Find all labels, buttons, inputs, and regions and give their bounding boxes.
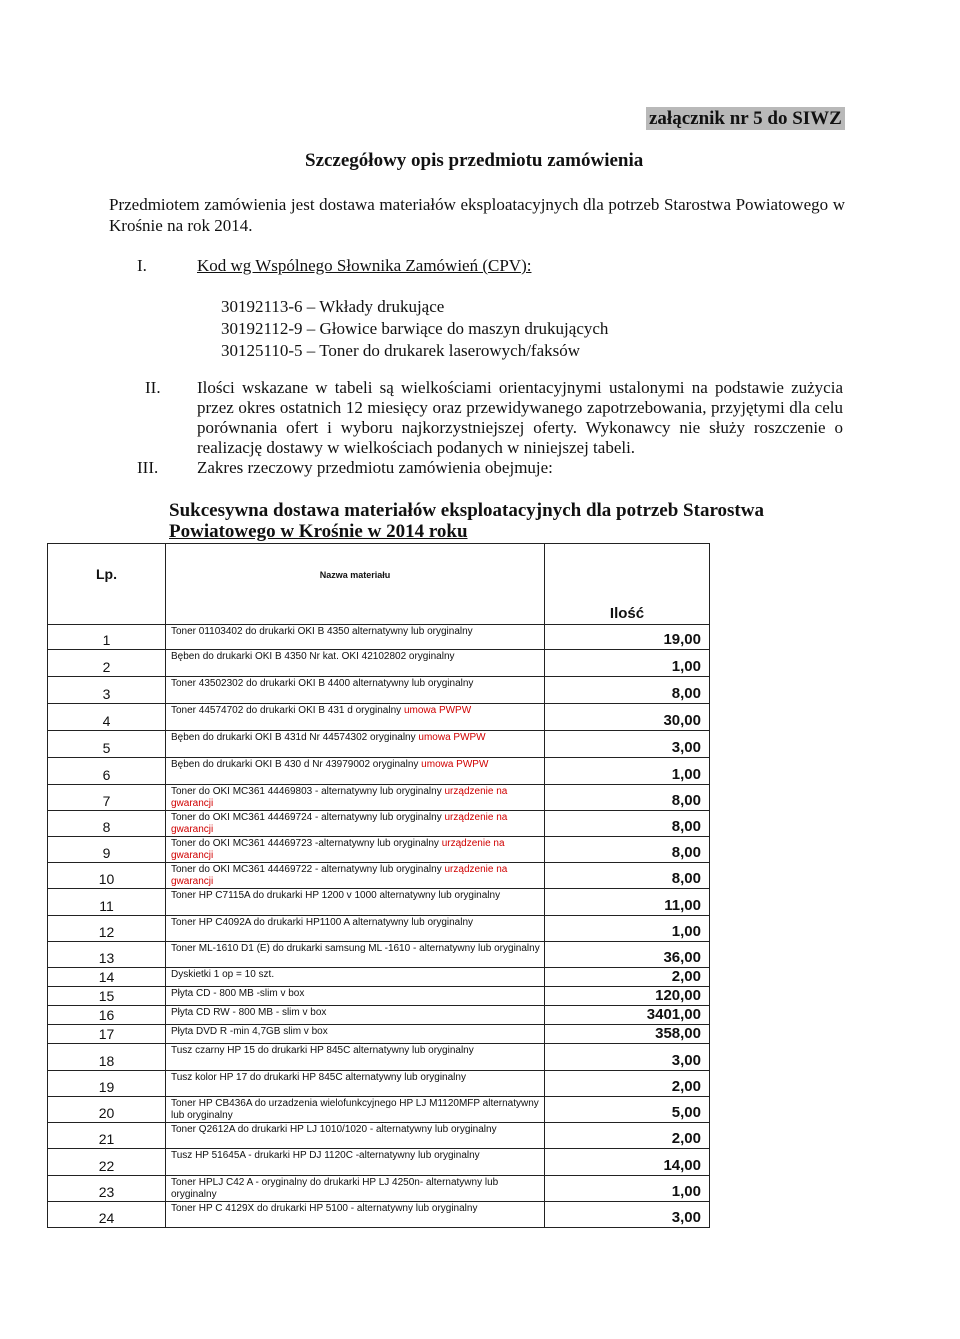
table-row <box>48 731 710 758</box>
row-lp: 5 <box>48 731 166 758</box>
row-name <box>166 1202 545 1228</box>
annex-label: załącznik nr 5 do SIWZ <box>646 107 845 130</box>
row-lp: 2 <box>48 650 166 677</box>
row-qty: 3,00 <box>545 1044 710 1071</box>
section-2-text: Ilości wskazane w tabeli są wielkościami orientacyjnymi ustalonymi na podstawie zużycia przez okres ostatnich 12 miesięcy oraz przewidywanego zapotrzebowania, przyjętymi dla celu porównania ofert i wyboru najkorzystniejszej oferty. Wykonawcy nie służy roszczenie o realizację dostawy w wielkościach podanych w niniejszej tabeli. <box>197 378 843 457</box>
row-name <box>166 916 545 942</box>
row-qty: 2,00 <box>545 968 710 987</box>
row-qty: 11,00 <box>545 889 710 916</box>
section-1-number: I. <box>137 256 147 275</box>
header-qty: Ilość <box>545 544 710 625</box>
row-name <box>166 1176 545 1202</box>
row-qty: 3401,00 <box>545 1006 710 1025</box>
row-name-text: Toner 44574702 do drukarki OKI B 431 d oryginalny <box>171 705 402 716</box>
row-qty: 1,00 <box>545 916 710 942</box>
table-row <box>48 942 710 968</box>
row-name-text: Tusz HP 51645A - drukarki HP DJ 1120C -alternatywny lub oryginalny <box>171 1150 480 1161</box>
row-name <box>166 785 545 811</box>
row-lp: 8 <box>48 811 166 837</box>
row-note: urządzenie na gwarancji <box>171 838 505 861</box>
row-lp: 23 <box>48 1176 166 1202</box>
row-name-text: Toner do OKI MC361 44469722 - alternatywny lub oryginalny <box>171 864 442 875</box>
table-row <box>48 625 710 650</box>
table-body <box>48 625 710 1228</box>
row-lp: 13 <box>48 942 166 968</box>
row-qty: 1,00 <box>545 758 710 785</box>
section-1-heading: Kod wg Wspólnego Słownika Zamówień (CPV): <box>197 256 532 275</box>
row-qty: 8,00 <box>545 677 710 704</box>
row-name <box>166 968 545 987</box>
row-lp: 9 <box>48 837 166 863</box>
row-name-text: Toner HPLJ C42 A - oryginalny do drukarki HP LJ 4250n- alternatywny lub oryginalny <box>171 1177 499 1200</box>
section-2-number: II. <box>145 378 161 397</box>
row-lp: 4 <box>48 704 166 731</box>
row-qty: 2,00 <box>545 1071 710 1097</box>
row-name <box>166 811 545 837</box>
table-row <box>48 1025 710 1044</box>
row-name-text: Bęben do drukarki OKI B 431d Nr 44574302 oryginalny <box>171 732 416 743</box>
row-qty: 8,00 <box>545 811 710 837</box>
row-lp: 24 <box>48 1202 166 1228</box>
cpv-code: 30192113-6 – Wkłady drukujące <box>221 297 445 316</box>
row-name-text: Płyta CD RW - 800 MB - slim v box <box>171 1007 327 1018</box>
row-qty: 8,00 <box>545 785 710 811</box>
section-3-number: III. <box>137 458 159 477</box>
header-name: Nazwa materiału <box>166 544 545 625</box>
subtitle-line-2 <box>169 521 809 542</box>
table-row <box>48 785 710 811</box>
row-qty: 1,00 <box>545 1176 710 1202</box>
row-lp: 15 <box>48 987 166 1006</box>
table-row <box>48 837 710 863</box>
row-name-text: Toner do OKI MC361 44469724 - alternatywny lub oryginalny <box>171 812 442 823</box>
table-row <box>48 1149 710 1176</box>
row-qty: 120,00 <box>545 987 710 1006</box>
row-name <box>166 758 545 785</box>
row-qty: 3,00 <box>545 731 710 758</box>
cpv-code: 30125110-5 – Toner do drukarek laserowych/faksów <box>221 341 581 360</box>
row-lp: 1 <box>48 625 166 650</box>
row-lp: 11 <box>48 889 166 916</box>
row-name <box>166 889 545 916</box>
table-row <box>48 677 710 704</box>
row-name-text: Bęben do drukarki OKI B 4350 Nr kat. OKI 42102802 oryginalny <box>171 651 455 662</box>
subtitle-line-2-text: Powiatowego w Krośnie w 2014 roku <box>169 521 468 542</box>
row-name-text: Płyta DVD R -min 4,7GB slim v box <box>171 1026 328 1037</box>
row-name-text: Tusz czarny HP 15 do drukarki HP 845C alternatywny lub oryginalny <box>171 1045 474 1056</box>
row-name-text: Toner 43502302 do drukarki OKI B 4400 alternatywny lub oryginalny <box>171 678 474 689</box>
row-qty: 36,00 <box>545 942 710 968</box>
row-lp: 3 <box>48 677 166 704</box>
row-name <box>166 650 545 677</box>
row-lp: 7 <box>48 785 166 811</box>
row-lp: 6 <box>48 758 166 785</box>
row-lp: 16 <box>48 1006 166 1025</box>
row-lp: 17 <box>48 1025 166 1044</box>
row-name-text: Bęben do drukarki OKI B 430 d Nr 43979002 oryginalny <box>171 759 419 770</box>
row-qty: 5,00 <box>545 1097 710 1123</box>
row-name <box>166 677 545 704</box>
row-qty: 30,00 <box>545 704 710 731</box>
row-name <box>166 625 545 650</box>
row-note: urządzenie na gwarancji <box>171 786 508 809</box>
table-row <box>48 1006 710 1025</box>
table-row <box>48 758 710 785</box>
table-row <box>48 968 710 987</box>
row-note: umowa PWPW <box>418 732 486 743</box>
row-lp: 12 <box>48 916 166 942</box>
row-name-text: Dyskietki 1 op = 10 szt. <box>171 969 275 980</box>
row-lp: 20 <box>48 1097 166 1123</box>
row-name-text: Toner HP C4092A do drukarki HP1100 A alternatywny lub oryginalny <box>171 917 474 928</box>
row-name <box>166 942 545 968</box>
row-name <box>166 1123 545 1149</box>
row-name-text: Toner 01103402 do drukarki OKI B 4350 alternatywny lub oryginalny <box>171 626 473 637</box>
row-note: urządzenie na gwarancji <box>171 864 508 887</box>
row-name <box>166 1006 545 1025</box>
row-name-text: Toner Q2612A do drukarki HP LJ 1010/1020 - alternatywny lub oryginalny <box>171 1124 497 1135</box>
row-lp: 21 <box>48 1123 166 1149</box>
row-name-text: Tusz kolor HP 17 do drukarki HP 845C alternatywny lub oryginalny <box>171 1072 466 1083</box>
row-qty: 358,00 <box>545 1025 710 1044</box>
row-qty: 2,00 <box>545 1123 710 1149</box>
section-3-text: Zakres rzeczowy przedmiotu zamówienia obejmuje: <box>197 458 553 477</box>
row-qty: 19,00 <box>545 625 710 650</box>
row-name <box>166 731 545 758</box>
row-name <box>166 1044 545 1071</box>
row-name-text: Płyta CD - 800 MB -slim v box <box>171 988 305 999</box>
table-row <box>48 916 710 942</box>
table-row <box>48 889 710 916</box>
row-qty: 14,00 <box>545 1149 710 1176</box>
header-lp: Lp. <box>48 544 166 625</box>
row-lp: 14 <box>48 968 166 987</box>
row-note: umowa PWPW <box>421 759 489 770</box>
table-row <box>48 1071 710 1097</box>
row-name <box>166 1071 545 1097</box>
table-subtitle <box>169 500 809 542</box>
row-note: umowa PWPW <box>403 705 472 716</box>
row-qty: 8,00 <box>545 837 710 863</box>
row-name-text: Toner HP C 4129X do drukarki HP 5100 - alternatywny lub oryginalny <box>171 1203 478 1214</box>
table-row <box>48 1123 710 1149</box>
table-row <box>48 704 710 731</box>
row-name <box>166 1097 545 1123</box>
row-name <box>166 987 545 1006</box>
materials-table <box>47 543 710 1228</box>
row-lp: 10 <box>48 863 166 889</box>
row-name-text: Toner HP C7115A do drukarki HP 1200 v 1000 alternatywny lub oryginalny <box>171 890 501 901</box>
row-name-text: Toner ML-1610 D1 (E) do drukarki samsung ML -1610 - alternatywny lub oryginalny <box>171 943 540 954</box>
table-row <box>48 811 710 837</box>
row-lp: 22 <box>48 1149 166 1176</box>
row-qty: 3,00 <box>545 1202 710 1228</box>
table-row <box>48 987 710 1006</box>
row-name <box>166 1149 545 1176</box>
table-row <box>48 1097 710 1123</box>
cpv-code: 30192112-9 – Głowice barwiące do maszyn drukujących <box>221 319 609 338</box>
row-name <box>166 837 545 863</box>
document-title: Szczegółowy opis przedmiotu zamówienia <box>305 150 644 171</box>
row-qty: 1,00 <box>545 650 710 677</box>
table-row <box>48 1044 710 1071</box>
row-name-text: Toner do OKI MC361 44469723 -alternatywny lub oryginalny <box>171 838 439 849</box>
table-row <box>48 1176 710 1202</box>
row-lp: 19 <box>48 1071 166 1097</box>
table-header-row <box>48 544 710 625</box>
row-note: urządzenie na gwarancji <box>171 812 508 835</box>
row-name-text: Toner do OKI MC361 44469803 - alternatywny lub oryginalny <box>171 786 442 797</box>
table-row <box>48 650 710 677</box>
row-name-text: Toner HP CB436A do urzadzenia wielofunkcyjnego HP LJ M1120MFP alternatywny lub oryginalny <box>171 1098 539 1121</box>
row-qty: 8,00 <box>545 863 710 889</box>
row-name <box>166 1025 545 1044</box>
row-name <box>166 863 545 889</box>
table-row <box>48 863 710 889</box>
intro-paragraph: Przedmiotem zamówienia jest dostawa materiałów eksploatacyjnych dla potrzeb Starostwa Powiatowego w Krośnie na rok 2014. <box>109 195 845 235</box>
row-lp: 18 <box>48 1044 166 1071</box>
row-name <box>166 704 545 731</box>
subtitle-line-1: Sukcesywna dostawa materiałów eksploatacyjnych dla potrzeb Starostwa <box>169 500 764 521</box>
table-row <box>48 1202 710 1228</box>
